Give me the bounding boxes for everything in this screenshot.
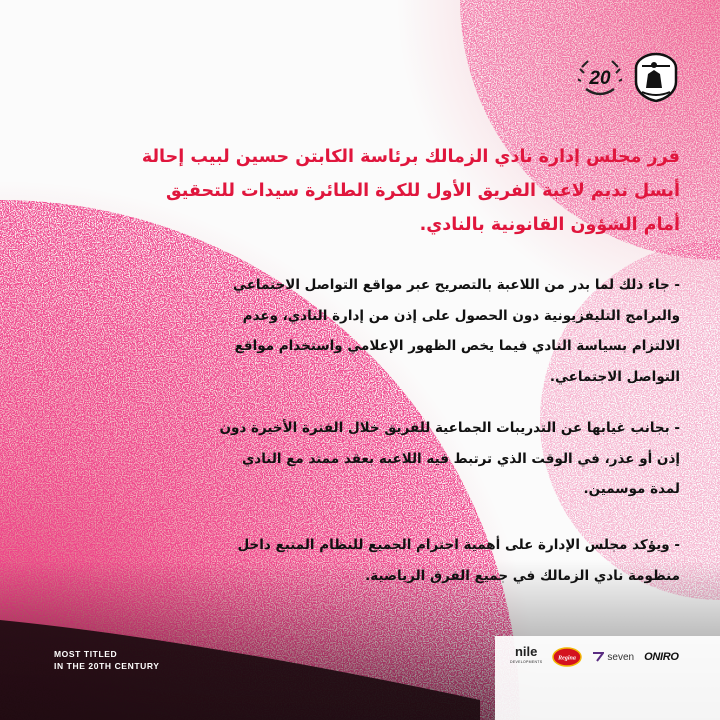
paragraph-line: التواصل الاجتماعي. [549,368,680,385]
seven-logo-text: seven [607,651,635,663]
paragraph-line: لمدة موسمين. [583,481,680,497]
paragraph-absence [48,413,680,505]
paragraph-line: - بجانب غيابها عن التدريبات الجماعية للفريق خلال الفترة الأخيرة دون [219,420,680,436]
paragraph-line: - جاء ذلك لما بدر من اللاعبة بالتصريح عبر مواقع التواصل الاجتماعي [233,277,680,293]
regina-logo-text: Regina [558,655,577,662]
nile-logo [510,646,542,668]
nile-logo-text: nile [514,644,538,659]
headline-line: أيسل نديم لاعبة الفريق الأول للكرة الطائرة سيدات للتحقيق [165,181,680,201]
anniversary-20-icon [578,55,622,99]
paragraph-line: منظومة نادي الزمالك في جميع الفرق الرياضية. [365,567,680,584]
oniro-logo: ONIRO [644,651,679,663]
footer-tagline [54,648,160,672]
paragraph-line: إذن أو عذر، في الوقت الذي ترتبط فيه اللاعبه بعقد ممتد مع النادي [241,450,680,467]
tagline-line: MOST TITLED [54,649,118,659]
tagline-line: IN THE 20TH CENTURY [54,661,160,671]
paragraph-line: - ويؤكد مجلس الإدارة على أهمية احترام الجميع للنظام المتبع داخل [237,537,680,553]
headline-line: قرر مجلس إدارة نادي الزمالك برئاسة الكابتن حسين لبيب إحالة [141,147,680,167]
headline-line: أمام الشؤون القانونية بالنادي. [419,215,680,235]
paragraph-board-statement [48,530,680,591]
seven-mark-icon [592,652,604,662]
seven-logo [592,652,634,663]
anniversary-number: 20 [589,68,611,89]
paragraph-line: الالتزام بسياسة النادي فيما يخص الظهور الإعلامي واستخدام مواقع [234,338,680,354]
sponsor-logos [510,646,679,668]
paragraph-reason [48,270,680,392]
regina-logo [552,646,582,668]
headline [48,140,680,242]
zamalek-crest-icon [632,52,680,102]
nile-logo-subtext: DEVELOPMENTS [510,660,543,664]
paragraph-line: والبرامج التليفزيونية دون الحصول على إذن من إدارة النادي، وعدم [242,307,680,324]
club-logos [578,52,680,102]
